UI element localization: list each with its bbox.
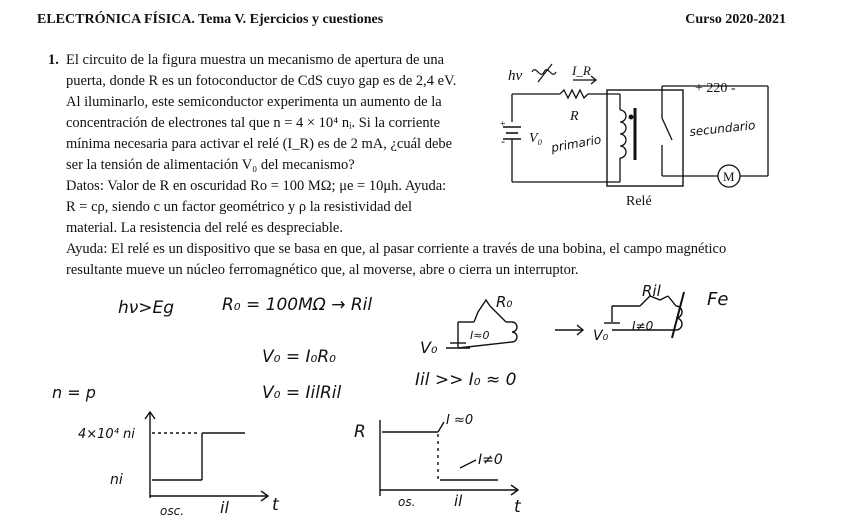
problem-line: concentración de electrones tal que n = 4 × 10⁴ nᵢ. Si la corriente xyxy=(66,115,441,131)
r-label: R xyxy=(570,109,579,124)
g1-osc-label: osc. xyxy=(160,504,185,518)
v0-eq2-note: V₀ = IilRil xyxy=(262,383,342,403)
fe-note: Fe xyxy=(707,289,729,310)
g1-low-label: ni xyxy=(110,472,123,488)
v0-label: V₀ xyxy=(529,131,543,146)
sketch1-v0: V₀ xyxy=(420,338,438,357)
sketch2-ril: Ril xyxy=(642,282,661,300)
g2-i0-label: I ≈0 xyxy=(446,413,474,428)
problem-line: material. La resistencia del relé es despreciable. xyxy=(66,220,343,236)
plus-sign: + xyxy=(500,119,506,130)
current-inequality-note: Iil >> I₀ ≈ 0 xyxy=(415,370,517,390)
document-title: ELECTRÓNICA FÍSICA. Tema V. Ejercicios y cuestiones xyxy=(37,12,384,27)
secundario-note: secundario xyxy=(688,118,756,139)
g2-osc-label: os. xyxy=(398,495,416,509)
sketch2-current: I≠0 xyxy=(632,319,654,333)
voltage-220-label: + 220 - xyxy=(695,81,736,96)
r0-note: R₀ = 100MΩ → Ril xyxy=(222,295,373,315)
g2-il-label: il xyxy=(454,492,463,510)
minus-sign: - xyxy=(501,134,505,148)
hv-label: hν xyxy=(508,68,523,84)
sketch2-v0: V₀ xyxy=(593,328,609,344)
problem-line: R = cρ, siendo c un factor geométrico y ρ la resistividad del xyxy=(66,199,412,215)
help-line: Ayuda: El relé es un dispositivo que se basa en que, al pasar corriente a través de una bobina, el campo magnético xyxy=(66,241,727,257)
problem-line: Al iluminarlo, este semiconductor experimenta un aumento de la xyxy=(66,94,442,110)
g1-x-axis: t xyxy=(272,495,279,515)
course-label: Curso 2020-2021 xyxy=(685,12,786,27)
concentration-graph xyxy=(145,412,268,501)
g1-il-label: il xyxy=(220,498,229,517)
rele-label: Relé xyxy=(626,194,652,209)
problem-line: Datos: Valor de R en oscuridad Ro = 100 MΩ; μe = 10μh. Ayuda: xyxy=(66,178,447,194)
problem-line: puerta, donde R es un fotoconductor de CdS cuyo gap es de 2,4 eV. xyxy=(66,73,457,89)
problem-number: 1. xyxy=(48,52,59,68)
v0-eq1-note: V₀ = I₀R₀ xyxy=(262,347,336,367)
g2-ineq-label: I≠0 xyxy=(478,452,503,468)
sketch1-current: I≈0 xyxy=(470,329,490,342)
hv-eg-note: hν>Eg xyxy=(118,298,175,318)
problem-line: El circuito de la figura muestra un mecanismo de apertura de una xyxy=(66,52,445,68)
g2-r-axis: R xyxy=(354,422,366,442)
g2-x-axis: t xyxy=(514,497,521,517)
ir-label: I_R xyxy=(572,63,591,78)
primario-note: primario xyxy=(550,132,603,155)
g1-high-label: 4×10⁴ ni xyxy=(78,427,135,442)
motor-label: M xyxy=(723,169,735,184)
n-equals-p-note: n = p xyxy=(52,383,96,402)
problem-line: mínima necesaria para activar el relé (I_R) es de 2 mA, ¿cuál debe xyxy=(66,136,453,152)
help-line: resultante mueve un núcleo ferromagnético que, al moverse, abre o cierra un interruptor. xyxy=(66,262,579,278)
problem-line: ser la tensión de alimentación V₀ del mecanismo? xyxy=(66,157,355,173)
arrow-icon xyxy=(555,325,583,335)
sketch1-r0: R₀ xyxy=(496,293,513,311)
